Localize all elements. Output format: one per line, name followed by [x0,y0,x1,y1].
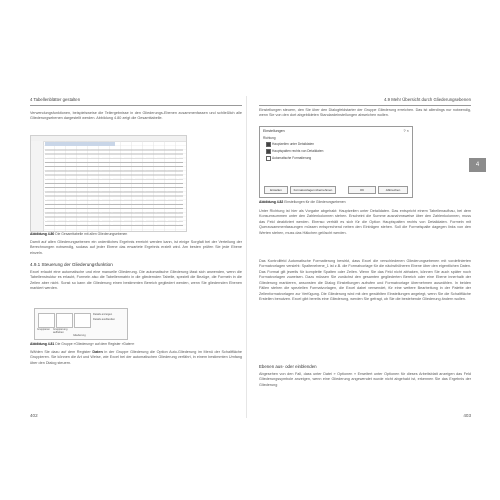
gliederung-ribbon-group [34,308,128,340]
paragraph-4: Abgesehen von den Fall, dass unter Datei » Optionen » Erweitert unter Optionen für dieses Arbeitsblatt anzeigen das Feld Gliederungssymbole anzeigen, wenn eine Gliederung angewendet wurde nicht abgehakt ist, erkennen Sie das Ergebnis der Gliederung [259,372,471,387]
intro-paragraph: Einstellungen steuern, den Sie über den Dialogfeldstarter der Gruppe Gliederung erreichen. Das ist allerdings nur notwendig, wenn Sie von den dort abgebildeten Standardeinstellungen abweichen wollen. [259,108,471,118]
checkbox-main-rows-label: Hauptzeilen unter Detaildaten [272,141,314,146]
group-button[interactable] [38,313,55,328]
checkbox-main-cols-label: Hauptspalten rechts von Detaildaten [272,148,324,153]
einstellungen-dialog [259,126,413,198]
para4-part-c: in der Gruppe Gliederung die Option Auto-Gliederung im Menü der Schaltfläche Gruppieren. Sie können die Art und Weise, wie Excel bei der automatischen Gliederung verfährt, in einem bestimmten Umfang über den Dialog steuern. [30,350,242,365]
dialog-title: Einstellungen [263,128,285,133]
subtotal-button[interactable] [74,313,91,328]
apply-styles-button[interactable]: Formatvorlagen übernehmen [290,186,336,194]
intro-paragraph: Verwendungsfunktionen, beispielsweise die Teilergebnisse in den Gliederungs-Ebenen zusammenfassen und schließlich alle Gliederungsebenen dargestellt werden. Abbildung 4.80 zeigt die Gesamttabelle. [30,111,242,121]
para4-bold: Daten [92,350,103,354]
caption-number: Abbildung 4.82 [259,200,284,204]
direction-group-label: Richtung [263,136,276,140]
page-number-left: 402 [30,413,38,418]
group-label: Gruppieren [37,328,50,331]
caption-text: Die Gesamttabelle mit allen Gliederungsebenen [55,232,128,236]
figure-caption-480 [30,232,242,237]
running-head-text: 4 Tabellenblätter gestalten [30,97,81,102]
caption-number: Abbildung 4.81 [30,342,55,346]
chapter-thumb-tab: 4 [469,158,486,172]
caption-text: Die Gruppe »Gliederung« auf dem Register »Daten« [55,342,135,346]
create-button[interactable]: Erstellen [264,186,288,194]
right-page [259,96,471,418]
group-footer-label: Gliederung [73,334,86,337]
page-number-right: 403 [463,413,471,418]
checkbox-auto-format[interactable] [266,156,271,161]
caption-text: Einstellungen für die Gliederungsebenen [284,200,346,204]
ok-button[interactable]: OK [348,186,376,194]
left-page [30,96,242,418]
figure-caption-482 [259,200,471,205]
show-detail-label[interactable]: Details anzeigen [93,313,113,316]
subheading-ebenen: Ebenen aus- oder einblenden [259,364,317,369]
checkbox-main-rows[interactable] [266,142,271,147]
running-head-text: 4.9 Mehr Übersicht durch Gliederungsebenen [384,97,471,102]
sheet-data-rows [45,148,183,228]
running-head-left [30,96,242,106]
section-heading-491: 4.9.1 Steuerung der Gliederungsfunktion [30,262,113,267]
para4-part-a: Wählen Sie dazu auf dem Register [30,350,93,354]
cancel-button[interactable]: Abbrechen [378,186,408,194]
paragraph-2: Unter Richtung ist hier als Vorgabe abgehakt: Hauptzeilen unter Detaildaten. Das entspricht einem Tabellenaufbau, bei dem Konsumsummen unter den Zahlenkolonnen stehen. Erscheint die Summe ausnahmsweise über den Zahlenkolonnen, muss das Feld deaktiviert werden. Ebenso verhält es sich für die Option Hauptspalten rechts von Detaildaten. Formeln mit Querzusammenfassungen müssen entsprechend neben den Einträgen stehen. Soll die Formelspalte dagegen links von den Werten stehen, muss das Häkchen gelöscht werden. [259,209,471,235]
figure-caption-481 [30,342,242,347]
hide-detail-label[interactable]: Details ausblenden [93,318,116,321]
dialog-close-icon[interactable]: ? × [403,128,409,133]
paragraph-3: Das Kontrollfeld Automatische Formatierung bewirkt, dass Excel die verschiedenen Gliederungsebenen mit vordefinierten Formatvorlagen versieht: Spaltenebene_1 ist z.B. die Formatvorlage für die nächsthöheren Ebene über den eigentlichen Daten. Das Format gilt jeweils für komplette Spalten oder Zeilen. Wenn Sie das Feld nicht abhaken, können Sie auch später noch Formatvorlagen zuweisen. Dazu müssen Sie zunächst den gesamten gegliederten Bereich oder eine Ebene innerhalb der Gliederung markieren, ansonsten die Dialog Einstellungen aufrufen und Formatvorlage übernehmen auswählen. In beiden Fällen stehen die speziellen Formatvorlagen, die Excel dabei verwendet, für eine weitere Bearbeitung in der Palette der Zellenformatvorlagen zur Verfügung. Die Gliederung wird mit den gewählten Einstellungen angelegt, wenn Sie die Schaltfläche Erstellen benutzen. Excel gibt bereits eine Gliederung, werden Sie gefragt, ob Sie die bestehende Gliederung ändern wollen. [259,259,471,302]
checkbox-main-cols[interactable] [266,149,271,154]
sheet-title-row [45,142,115,146]
paragraph-3: Excel erlaubt eine automatische und eine manuelle Gliederung. Die automatische Gliederung lässt sich anwenden, wenn die Tabellenstruktur es erlaubt, Formeln also die Tabellenmatrix in die gliedernden Tabelle, speziell die Bezüge, die Formeln in die Zeilen aber nicht. Sonst so kann die Gliederung einen bestimmten Bereich gegliedert werden, wenn Sie gliedernden Ebenen markiert werden. [30,270,242,291]
caption-number: Abbildung 4.80 [30,232,55,236]
spine-gutter [246,96,247,418]
paragraph-2: Damit auf allen Gliederungsebenen ein ordentliches Ergebnis erreicht werden kann, ist einige Sorgfalt bei der Verteilung der Berechnungen notwendig, sodass auf jeder Ebene das erwartete Ergebnis erzielt wird. Am besten prüfen Sie jede Ebene einzeln. [30,240,242,255]
spreadsheet-figure [30,135,187,232]
ungroup-label: Gruppierung aufheben [53,328,68,334]
ungroup-button[interactable] [56,313,73,328]
paragraph-4 [30,350,242,366]
running-head-right [259,96,471,106]
checkbox-auto-format-label: Automatische Formatierung [272,155,312,160]
